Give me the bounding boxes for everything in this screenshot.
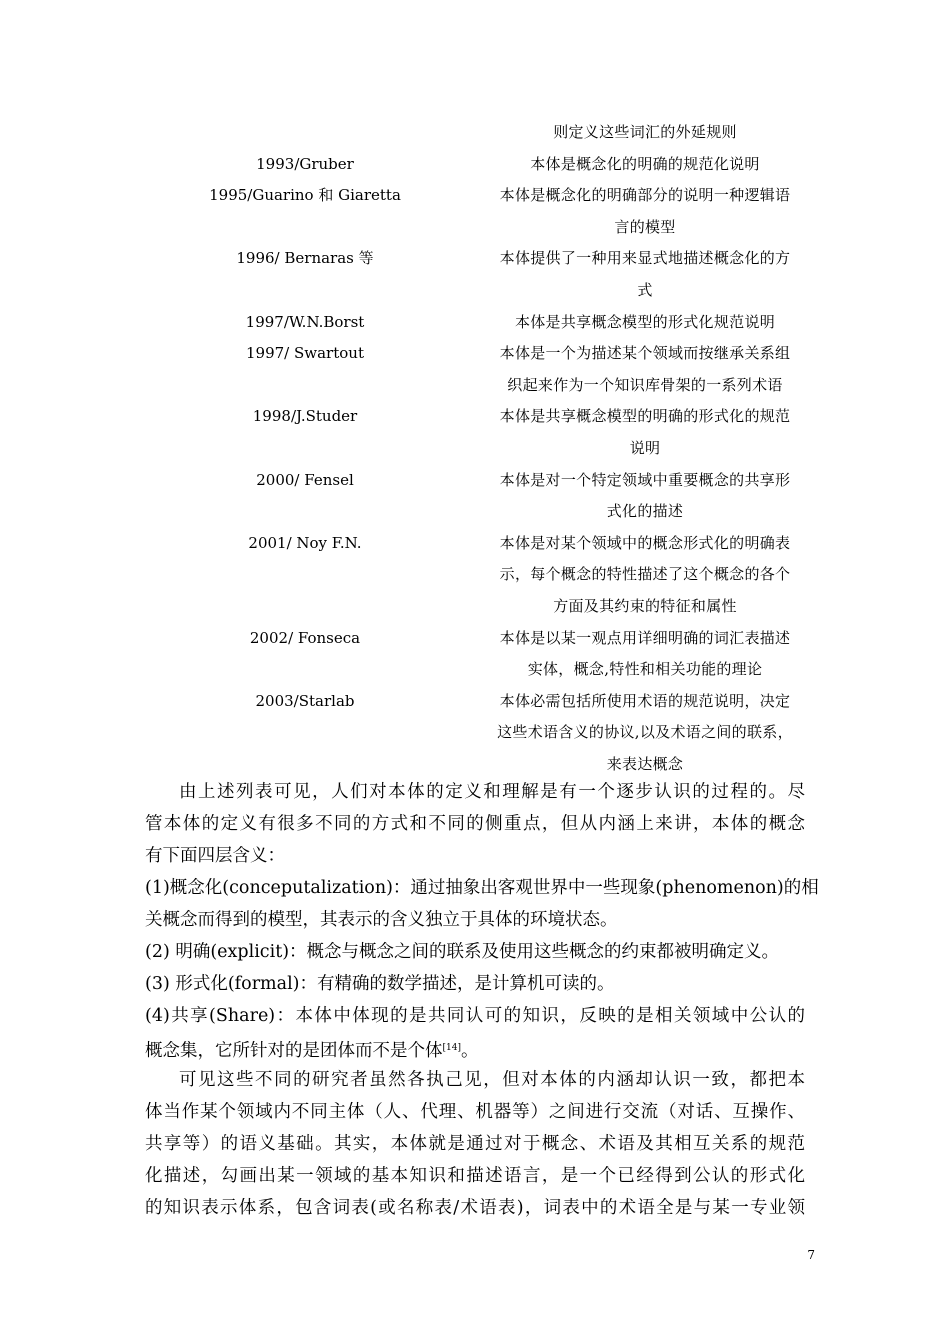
citation-ref: [14] (442, 1043, 461, 1053)
table-row (0, 211, 950, 243)
definition-cell: 本体必需包括所使用术语的规范说明，决定 (499, 691, 791, 710)
definition-cell: 方面及其约束的特征和属性 (553, 597, 737, 615)
text-line: (3) 形式化(formal)：有精确的数学描述，是计算机可读的。 (145, 974, 615, 994)
table-row (0, 558, 950, 590)
list-item-explicit (145, 936, 805, 968)
definition-cell: 说明 (629, 439, 661, 457)
paragraph-summary (145, 776, 805, 872)
definition-cell: 示，每个概念的特性描述了这个概念的各个 (499, 565, 791, 584)
table-row (0, 716, 950, 748)
year-author-cell: 1997/ Swartout (246, 344, 364, 363)
year-author-cell: 2003/Starlab (255, 691, 355, 710)
text-line: 体当作某个领域内不同主体（人、代理、机器等）之间进行交流（对话、互操作、 (145, 1102, 805, 1122)
year-author-cell: 1993/Gruber (256, 154, 354, 173)
text-line: 由上述列表可见，人们对本体的定义和理解是有一个逐步认识的过程的。尽 (179, 782, 805, 802)
definition-cell: 本体是共享概念模型的明确的形式化的规范 (499, 407, 791, 426)
text-line: 有下面四层含义： (145, 846, 285, 866)
definition-cell: 本体是对某个领域中的概念形式化的明确表 (499, 533, 791, 552)
definition-cell: 本体是一个为描述某个领域而按继承关系组 (499, 344, 791, 363)
table-row (0, 148, 950, 180)
definition-cell: 式化的描述 (606, 502, 684, 521)
text-line: (4)共享(Share)：本体中体现的是共同认可的知识，反映的是相关领域中公认的 (145, 1006, 805, 1026)
definition-cell: 言的模型 (614, 217, 676, 236)
table-row (0, 653, 950, 685)
table-row (0, 369, 950, 401)
year-author-cell: 2002/ Fonseca (249, 628, 361, 647)
definition-cell: 实体，概念,特性和相关功能的理论 (527, 660, 763, 679)
table-row (0, 274, 950, 306)
definition-cell: 本体提供了一种用来显式地描述概念化的方 (499, 249, 791, 268)
definition-cell: 本体是概念化的明确部分的说明一种逻辑语 (499, 186, 791, 205)
definition-cell: 织起来作为一个知识库骨架的一系列术语 (507, 375, 783, 394)
year-author-cell: 1996/ Bernaras 等 (236, 249, 374, 268)
year-author-cell: 1995/Guarino 和 Giaretta (209, 186, 401, 205)
definition-cell: 本体是对一个特定领域中重要概念的共享形 (499, 470, 791, 489)
text-line: 可见这些不同的研究者虽然各执己见，但对本体的内涵却认识一致，都把本 (179, 1070, 805, 1090)
table-row (0, 179, 950, 211)
table-row (0, 622, 950, 654)
table-row (0, 495, 950, 527)
table-row (0, 590, 950, 622)
text-segment: 。 (460, 1041, 479, 1061)
definition-cell: 本体是共享概念模型的形式化规范说明 (514, 312, 776, 331)
definition-cell: 本体是概念化的明确的规范化说明 (530, 154, 760, 173)
page-number: 7 (807, 1248, 815, 1262)
list-item-conceptualization (145, 872, 819, 936)
list-item-formal (145, 968, 805, 1000)
text-line: 共享等）的语义基础。其实，本体就是通过对于概念、术语及其相互关系的规范 (145, 1134, 805, 1154)
list-item-share (145, 1000, 805, 1064)
paragraph-conclusion (145, 1064, 805, 1224)
table-row (0, 306, 950, 338)
table-row (0, 464, 950, 496)
table-row (0, 685, 950, 717)
table-row (0, 527, 950, 559)
definition-cell: 则定义这些词汇的外延规则 (553, 123, 737, 141)
definition-cell: 本体是以某一观点用详细明确的词汇表描述 (499, 628, 791, 647)
table-row (0, 337, 950, 369)
text-segment: 概念集，它所针对的是团体而不是个体 (145, 1041, 443, 1061)
text-line: 的知识表示体系，包含词表(或名称表/术语表)，词表中的术语全是与某一专业领 (145, 1198, 805, 1218)
definition-cell: 来表达概念 (606, 755, 684, 773)
year-author-cell: 1997/W.N.Borst (245, 312, 365, 331)
text-line: 管本体的定义有很多不同的方式和不同的侧重点，但从内涵上来讲，本体的概念 (145, 814, 805, 834)
table-row (0, 242, 950, 274)
year-author-cell: 2000/ Fensel (256, 470, 354, 489)
definition-cell: 这些术语含义的协议,以及术语之间的联系， (497, 723, 793, 742)
text-line: 化描述，勾画出某一领域的基本知识和描述语言，是一个已经得到公认的形式化 (145, 1166, 805, 1186)
text-line: (1)概念化(conceputalization)：通过抽象出客观世界中一些现象(phenomenon)的相 (145, 878, 819, 898)
definition-cell: 式 (637, 281, 653, 299)
year-author-cell: 2001/ Noy F.N. (248, 533, 362, 552)
text-line (145, 1032, 805, 1064)
table-row (0, 116, 950, 148)
table-row (0, 432, 950, 464)
table-row (0, 400, 950, 432)
year-author-cell: 1998/J.Studer (252, 407, 358, 426)
text-line: 关概念而得到的模型，其表示的含义独立于具体的环境状态。 (145, 910, 618, 930)
text-line: (2) 明确(explicit)：概念与概念之间的联系及使用这些概念的约束都被明确定义。 (145, 942, 780, 962)
